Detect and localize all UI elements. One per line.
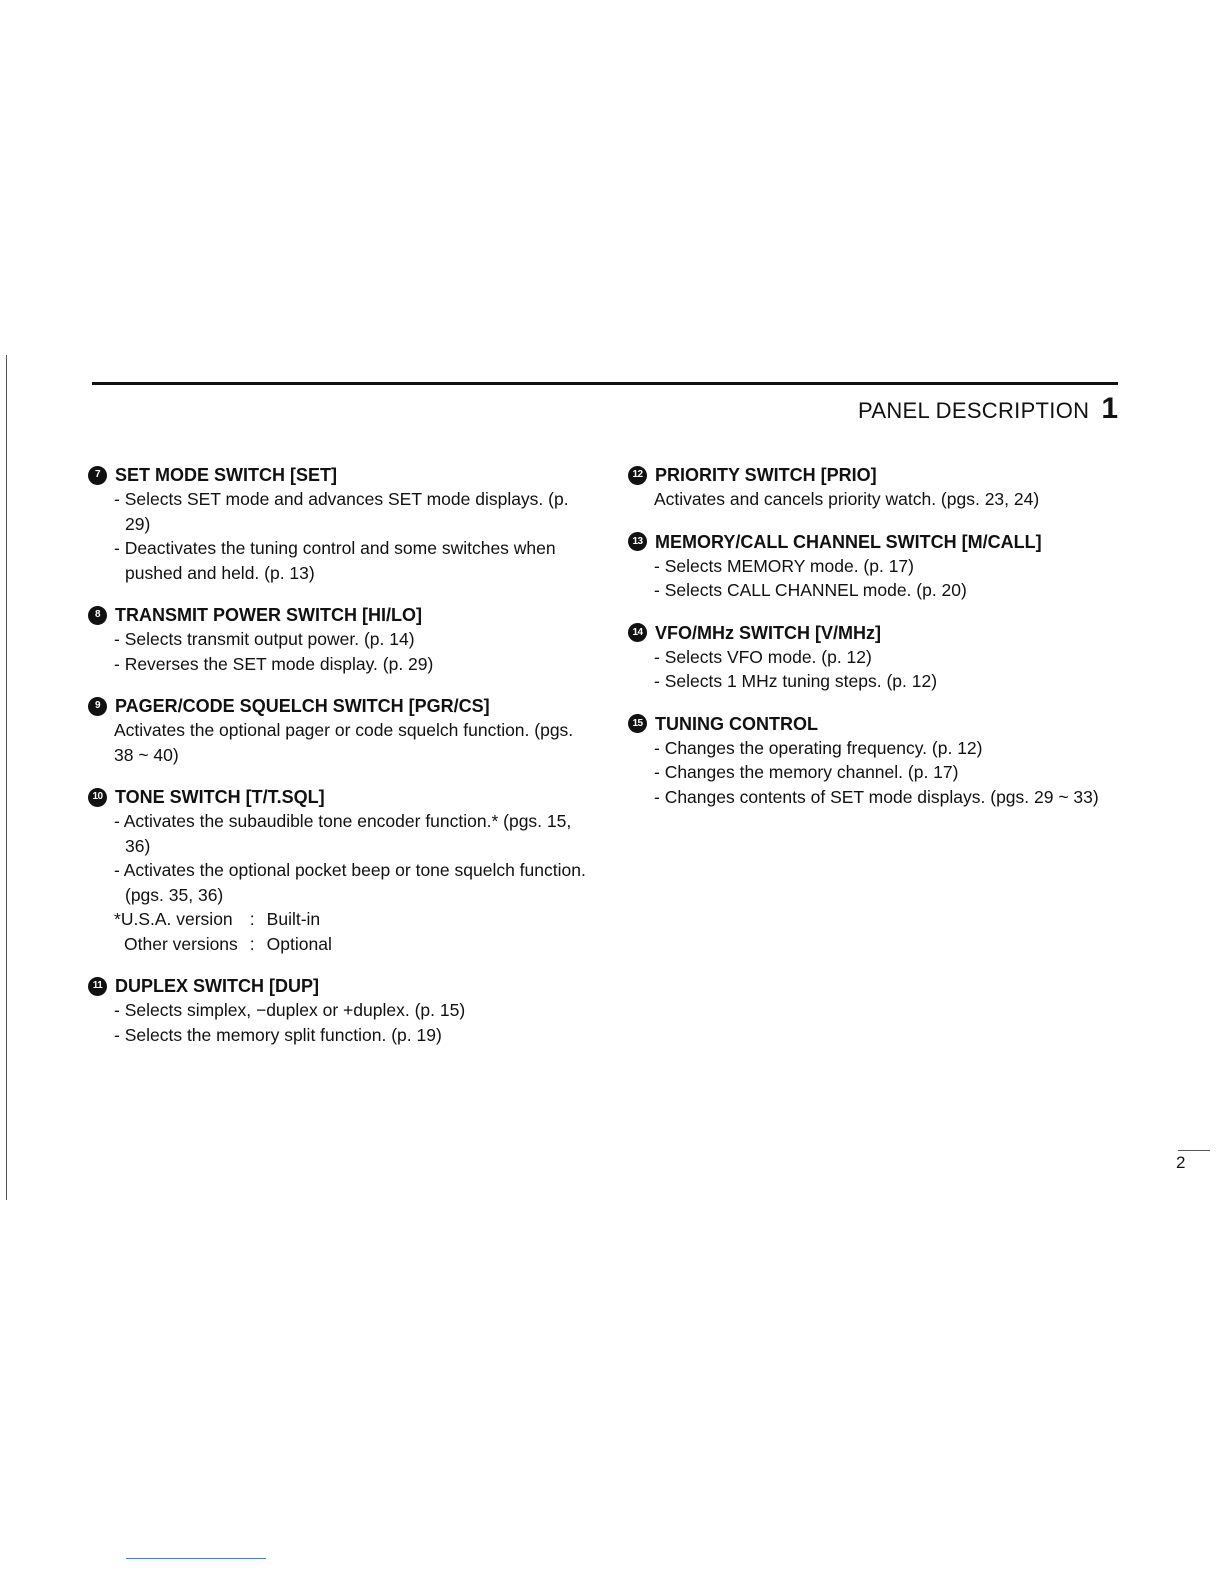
description-line: - Deactivates the tuning control and some switches when pushed and held. (p. 13)	[114, 538, 556, 583]
description-line: - Selects transmit output power. (p. 14)	[114, 629, 415, 649]
note-label-cell	[114, 907, 238, 932]
section-heading	[88, 694, 588, 718]
page-number: 2	[1176, 1153, 1186, 1172]
description-line: - Changes the memory channel. (p. 17)	[654, 762, 959, 782]
note-separator: :	[249, 933, 255, 954]
item-number-badge: 15	[628, 714, 647, 733]
description-line: - Selects 1 MHz tuning steps. (p. 12)	[654, 671, 938, 691]
header-rule	[92, 382, 1118, 385]
panel-item-section	[88, 694, 588, 767]
description-line: - Selects MEMORY mode. (p. 17)	[654, 555, 914, 576]
item-number-badge: 14	[628, 623, 647, 642]
panel-item-section	[88, 785, 588, 956]
right-column	[628, 463, 1128, 827]
description-line: - Selects CALL CHANNEL mode. (p. 20)	[654, 580, 967, 600]
left-column	[88, 463, 588, 1065]
page-edge-line	[6, 355, 7, 1200]
section-heading	[88, 974, 588, 998]
chapter-number: 1	[1101, 392, 1118, 425]
section-title: TUNING CONTROL	[655, 713, 818, 734]
section-heading	[628, 530, 1128, 554]
page-number-rule	[1178, 1150, 1210, 1151]
item-number-badge: 10	[88, 788, 107, 807]
note-separator: :	[249, 909, 255, 929]
panel-item-section	[628, 530, 1128, 603]
section-heading	[88, 785, 588, 809]
section-title: TONE SWITCH [T/T.SQL]	[115, 787, 325, 807]
note-label: Other versions	[124, 933, 238, 954]
item-number-badge: 8	[88, 606, 107, 625]
section-title: PAGER/CODE SQUELCH SWITCH [PGR/CS]	[115, 696, 490, 716]
section-heading	[88, 603, 588, 627]
item-number-badge: 12	[628, 466, 647, 485]
section-heading	[628, 712, 1128, 736]
item-number-badge: 11	[88, 977, 107, 996]
item-number-badge: 7	[88, 466, 107, 485]
description-line: Activates and cancels priority watch. (pgs. 23, 24)	[654, 489, 1040, 509]
item-number-badge: 13	[628, 532, 647, 551]
note-value: Optional	[266, 933, 332, 954]
section-heading	[88, 463, 588, 487]
section-title: MEMORY/CALL CHANNEL SWITCH [M/CALL]	[655, 531, 1042, 552]
panel-item-section	[628, 463, 1128, 512]
section-title: TRANSMIT POWER SWITCH [HI/LO]	[115, 605, 422, 625]
description-line: - Activates the subaudible tone encoder function.* (pgs. 15, 36)	[114, 811, 572, 856]
description-line: - Selects VFO mode. (p. 12)	[654, 646, 872, 667]
section-title: VFO/MHz SWITCH [V/MHz]	[655, 622, 881, 643]
section-title: PRIORITY SWITCH [PRIO]	[655, 465, 877, 485]
section-heading	[628, 463, 1128, 487]
panel-item-section	[88, 603, 588, 676]
section-heading	[628, 621, 1128, 645]
note-value: Built-in	[266, 909, 321, 929]
section-title: DUPLEX SWITCH [DUP]	[115, 976, 319, 996]
description-line: - Selects SET mode and advances SET mode displays. (p. 29)	[114, 489, 569, 534]
description-line: - Reverses the SET mode display. (p. 29)	[114, 653, 434, 674]
note-label: U.S.A. version	[120, 909, 233, 929]
chapter-title: PANEL DESCRIPTION	[858, 398, 1090, 423]
chapter-header	[858, 392, 1118, 426]
panel-item-section	[88, 463, 588, 585]
bottom-decor-line	[126, 1558, 266, 1559]
description-line: - Changes the operating frequency. (p. 12)	[654, 737, 983, 758]
panel-item-section	[628, 621, 1128, 694]
description-line: - Activates the optional pocket beep or tone squelch function. (pgs. 35, 36)	[114, 860, 586, 905]
note-label-cell	[124, 932, 238, 957]
version-notes	[88, 907, 588, 956]
panel-item-section	[88, 974, 588, 1047]
section-title: SET MODE SWITCH [SET]	[115, 465, 337, 485]
description-line: - Changes contents of SET mode displays. (pgs. 29 ~ 33)	[654, 786, 1099, 807]
description-line: - Selects the memory split function. (p. 19)	[114, 1024, 442, 1045]
description-line: Activates the optional pager or code squelch function. (pgs. 38 ~ 40)	[114, 720, 574, 765]
description-line: - Selects simplex, −duplex or +duplex. (p. 15)	[114, 1000, 466, 1020]
item-number-badge: 9	[88, 697, 107, 716]
panel-item-section	[628, 712, 1128, 810]
asterisk-mark: *	[114, 909, 121, 929]
